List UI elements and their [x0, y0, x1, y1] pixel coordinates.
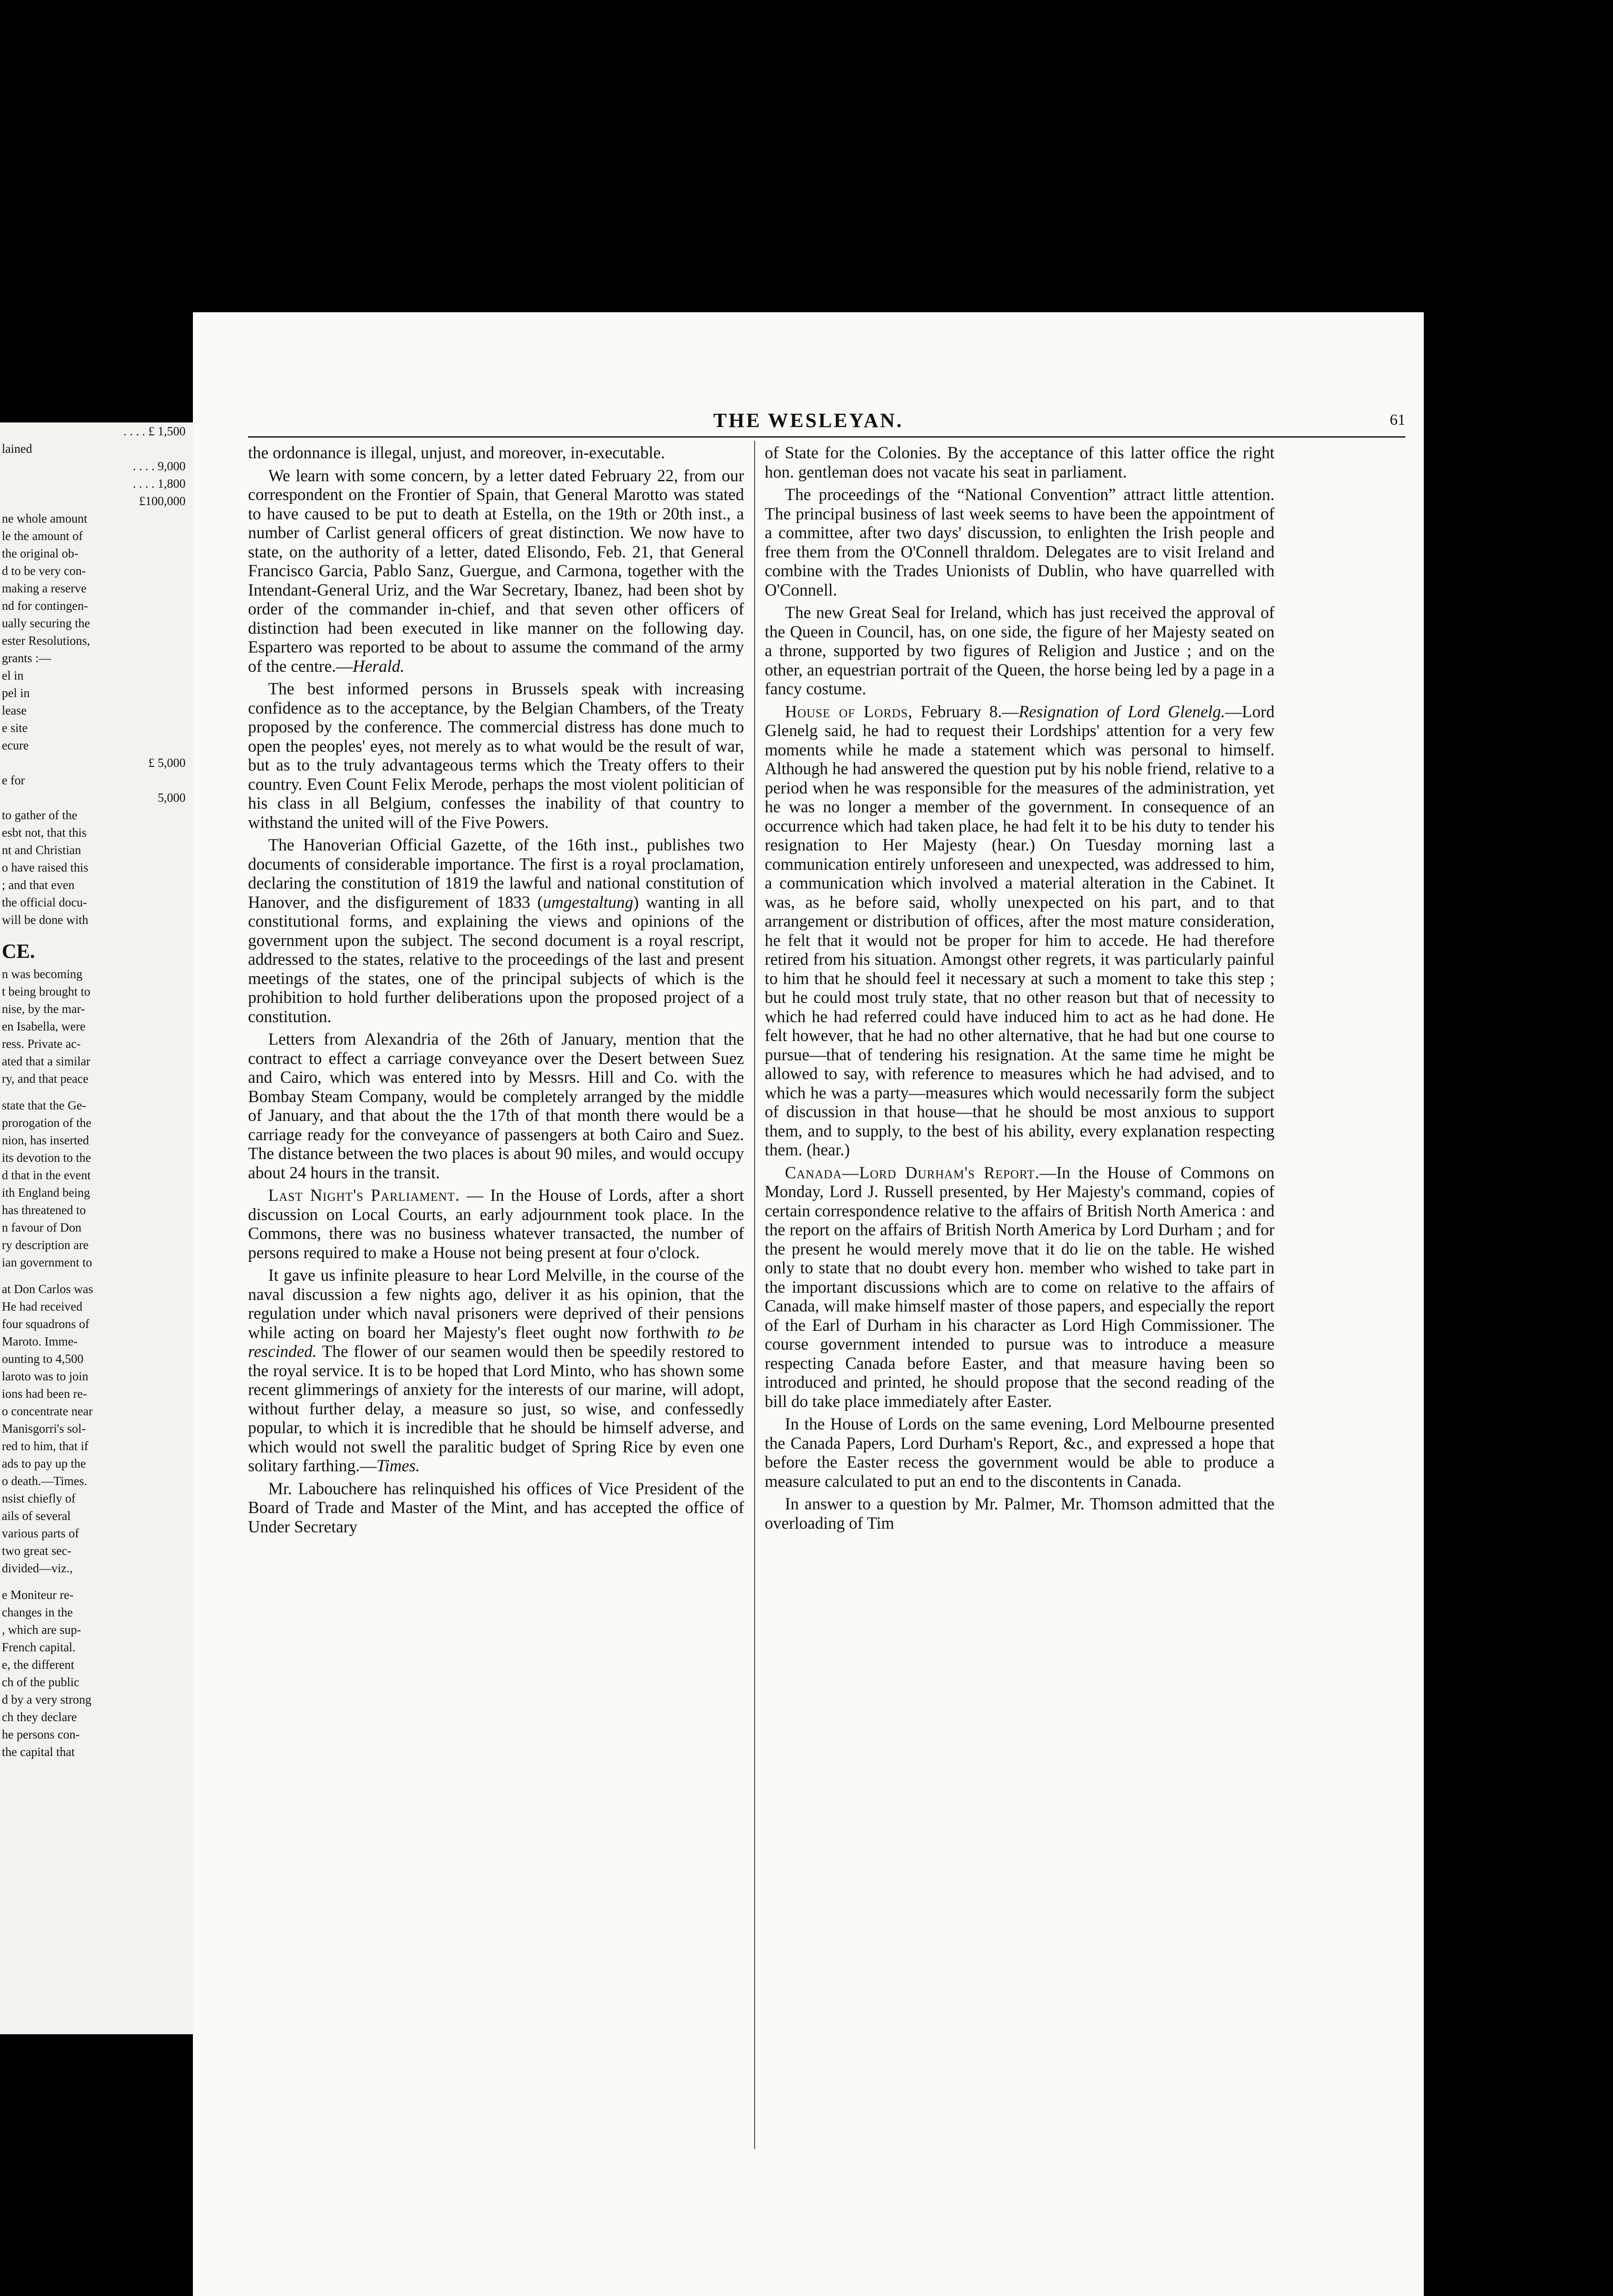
fragment-line: grants :— [2, 651, 51, 665]
fragment-line: . . . . 1,800 [133, 477, 186, 490]
fragment-line: ith England being [2, 1186, 90, 1199]
paragraph-glenelg [765, 702, 1275, 1159]
paragraph-labouchere: Mr. Labouchere has relinquished his offices of Vice President of the Board of Trade and Master of the Mint, and has accepted the office of Under Secretary [248, 1479, 744, 1536]
paragraph-text: —Lord Glenelg said, he had to request their Lordships' attention for a very few moments while he made a statement which was personal to himself. Although he had answered the question put by his noble friend, relative to a period when he was responsible for the measures of the administration, yet he was no longer a member of the government. In consequence of an occurrence which had taken place, he had felt it to be his duty to tender his resignation to Her Majesty (hear.) On Tuesday morning last a communication entirely unforeseen and unexpected, was addressed to him, a communication which involved a material alteration in the Cabinet. It was, as he before said, wholly unexpected on his part, and to that arrangement or distribution of offices, after the most mature consideration, he felt that it would not be proper for him to accede. He had therefore retired from his situation. Amongst other regrets, it was particularly painful to him that he should feel it necessary at such a moment to take this step ; but he could most truly state, that no other reason but that of necessity to which he had referred could have induced him to act as he had done. He felt however, that he had no other alternative, that he had but one course to pursue—that of tendering his resignation. At the same time he might be allowed to say, with reference to measures which he had advised, and to which he was a party—measures which would necessarily form the subject of discussion in that house—that he should be most anxious to support them, and to supply, to the best of his ability, every explanation respecting them. (hear.) [765, 702, 1275, 1159]
fragment-line: various parts of [2, 1526, 79, 1540]
fragment-line: French capital. [2, 1640, 76, 1654]
fragment-line: two great sec- [2, 1544, 72, 1558]
paragraph-great-seal: The new Great Seal for Ireland, which has just received the approval of the Queen in Council, has, on one side, the figure of her Majesty seated on a throne, supported by two figures of Religion and Justice ; and on the other, an equestrian portrait of the Queen, the horse being led by a page in a fancy costume. [765, 603, 1275, 698]
fragment-line: le the amount of [2, 529, 83, 543]
article-title: Resignation of Lord Glenelg. [1018, 702, 1225, 721]
paragraph-marotto [248, 466, 744, 676]
section-heading: House of Lords, [785, 702, 913, 721]
paragraph: of State for the Colonies. By the acceptance of this latter office the right hon. gentleman does not vacate his seat in parliament. [765, 443, 1275, 481]
fragment-line: the capital that [2, 1745, 75, 1759]
paragraph-palmer: In answer to a question by Mr. Palmer, Mr. Thomson admitted that the overloading of Tim [765, 1494, 1275, 1532]
fragment-line: . . . . £ 1,500 [124, 424, 186, 438]
dateline: February 8.— [913, 702, 1019, 721]
section-heading: Last Night's Parliament. [268, 1186, 460, 1204]
fragment-line: nsist chiefly of [2, 1491, 76, 1505]
fragment-line: making a reserve [2, 581, 87, 595]
fragment-line: e site [2, 721, 28, 735]
fragment-line: red to him, that if [2, 1439, 89, 1453]
paragraph-text: The Hanoverian Official Gazette, of the 16th inst., publishes two documents of considerable importance. The first is a royal proclamation, declaring the constitution of 1819 the lawful and national constitution of Hanover, and the disfigurement of 1833 ( [248, 835, 744, 912]
fragment-line: lained [2, 442, 32, 456]
fragment-line: four squadrons of [2, 1317, 90, 1331]
source-credit: Times. [376, 1456, 420, 1475]
fragment-line: ails of several [2, 1509, 71, 1523]
fragment-line: state that the Ge- [2, 1098, 86, 1112]
fragment-line: £ 5,000 [148, 756, 186, 770]
fragment-line: e, the different [2, 1658, 74, 1671]
fragment-line: t being brought to [2, 985, 90, 998]
fragment-line: o concentrate near [2, 1404, 93, 1418]
fragment-line: ually securing the [2, 616, 90, 630]
fragment-line: he persons con- [2, 1728, 80, 1741]
newspaper-page [193, 312, 1424, 2296]
fragment-line: , which are sup- [2, 1623, 81, 1637]
source-credit: Herald. [353, 656, 405, 675]
fragment-line: at Don Carlos was [2, 1282, 93, 1296]
paragraph-hanover [248, 835, 744, 1026]
header-rule [248, 436, 1405, 438]
fragment-line: ch they declare [2, 1710, 77, 1724]
fragment-line: e Moniteur re- [2, 1588, 73, 1602]
fragment-line: ; and that even [2, 878, 75, 892]
fragment-line: el in [2, 669, 24, 682]
italic-term: umgestaltung [543, 892, 633, 912]
section-heading: Canada—Lord Durham's Report. [785, 1163, 1040, 1182]
fragment-line: ester Resolutions, [2, 634, 90, 647]
fragment-line: d to be very con- [2, 564, 86, 578]
fragment-line: its devotion to the [2, 1151, 91, 1165]
fragment-line: divided—viz., [2, 1561, 73, 1575]
fragment-line: ry, and that peace [2, 1072, 89, 1086]
fragment-line: d by a very strong [2, 1693, 91, 1706]
fragment-line: will be done with [2, 913, 89, 927]
fragment-line: the official docu- [2, 895, 87, 909]
column-divider [754, 441, 755, 2149]
fragment-line: ecure [2, 738, 29, 752]
fragment-line: ress. Private ac- [2, 1037, 81, 1051]
fragment-line: nise, by the mar- [2, 1002, 85, 1016]
fragment-line: He had received [2, 1300, 83, 1313]
fragment-line: nion, has inserted [2, 1133, 89, 1147]
scan-border [1429, 0, 1613, 2296]
fragment-line: 5,000 [158, 791, 186, 805]
fragment-line: prorogation of the [2, 1116, 91, 1130]
fragment-line: ated that a similar [2, 1054, 90, 1068]
fragment-line: ch of the public [2, 1675, 79, 1689]
paragraph-text: The flower of our seamen would then be speedily restored to the royal service. It is to be hoped that Lord Minto, who has shown some recent glimmerings of anxiety for the interests of our marine, will adopt, without further delay, a measure so just, so wise, and confessedly popular, to which it is incredible that he should be himself adverse, and which would not swell the paralitic budget of Spring Rice by even one solitary farthing.— [248, 1342, 744, 1475]
fragment-line: has threatened to [2, 1203, 86, 1217]
fragment-line: lease [2, 703, 27, 717]
fragment-line: ian government to [2, 1255, 92, 1269]
fragment-line: o have raised this [2, 861, 89, 874]
paragraph-text: —In the House of Commons on Monday, Lord J. Russell presented, by Her Majesty's command, copies of certain correspondence relative to the affairs of British North America : and the report on the affairs of British North America by Lord Durham ; and for the present he would merely move that it do lie on the table. He wished only to state that no doubt every hon. member who wished to take part in the important discussions which are to come on relative to the affairs of Canada, will make himself master of those papers, and especially the report of the Earl of Durham in his character as Lord High Commissioner. The course government intended to pursue was to introduce a measure respecting Canada before Easter, and that measure having been so introduced and printed, he should propose that the second reading of the bill do take place immediately after Easter. [765, 1163, 1275, 1411]
fragment-line: esbt not, that this [2, 826, 87, 839]
fragment-line: pel in [2, 686, 30, 700]
fragment-line: o death.—Times. [2, 1474, 87, 1488]
running-head: THE WESLEYAN. [713, 409, 903, 432]
paragraph-convention: The proceedings of the “National Convention” attract little attention. The principal business of last week seems to have been the appointment of a committee, after two days' discussion, to enlighten the Irish people and free them from the O'Connell thraldom. Delegates are to visit Ireland and combine with the Trades Unionists of Dublin, who have quarrelled with O'Connell. [765, 485, 1275, 599]
fragment-line: n was becoming [2, 967, 83, 981]
paragraph-durham [765, 1163, 1275, 1411]
paragraph-melbourne: In the House of Lords on the same evening, Lord Melbourne presented the Canada Papers, Lord Durham's Report, &c., and expressed a hope that before the Easter recess the government would be able to produce a measure calculated to put an end to the discontents in Canada. [765, 1414, 1275, 1491]
fragment-line: en Isabella, were [2, 1019, 86, 1033]
fragment-line: nt and Christian [2, 843, 81, 857]
paragraph-brussels: The best informed persons in Brussels speak with increasing confidence as to the acceptance, by the Belgian Chambers, of the Treaty proposed by the conference. The commercial distress has done much to open the peoples' eyes, not merely as to what would be the result of war, but as to the truly advantageous terms which the Treaty offers to their country. Even Count Felix Merode, perhaps the most violent politician of his class in all Belgium, confesses the inability of that country to withstand the united will of the Five Powers. [248, 679, 744, 832]
fragment-line: d that in the event [2, 1168, 91, 1182]
italic-phrase: to be rescinded. [248, 1322, 744, 1361]
fragment-line: £100,000 [139, 494, 186, 508]
paragraph-alexandria: Letters from Alexandria of the 26th of January, mention that the contract to effect a carriage conveyance over the Desert between Suez and Cairo, which was entered into by Messrs. Hill and Co. with the Bombay Steam Company, would be completely arranged by the middle of January, and that about the the 17th of that month there would be a carriage ready for the conveyance of passengers at both Cairo and Suez. The distance between the two places is about 90 miles, and would occupy about 24 hours in the transit. [248, 1030, 744, 1182]
paragraph-text: We learn with some concern, by a letter dated February 22, from our correspondent on the Frontier of Spain, that General Marotto was stated to have caused to be put to death at Estella, on the 19th or 20th inst., a number of Carlist general officers of great distinction. We now have to state, on the authority of a letter, dated Elisondo, Feb. 21, that General Francisco Garcia, Pablo Sanz, Guergue, and Carmona, together with the Intendant-General Uriz, and the War Secretary, Ibanez, had been shot by order of the commander in-chief, and that seven other officers of distinction had been executed in like manner on the following day. Espartero was reported to be about to assume the command of the army of the centre.— [248, 466, 744, 675]
fragment-line: ions had been re- [2, 1387, 87, 1401]
fragment-line: CE. [2, 940, 35, 962]
fragment-line: ads to pay up the [2, 1457, 86, 1470]
paragraph-text: ) wanting in all constitutional forms, and explaining the views and opinions of the government upon the subject. The second document is a royal rescript, addressed to the states, relative to the proceedings of the last and present meetings of the states, one of the principal subjects of which is the prohibition to hold further deliberations upon the proposed project of a constitution. [248, 892, 744, 1026]
fragment-line: nd for contingen- [2, 599, 88, 613]
page-number: 61 [1390, 411, 1405, 428]
fragment-line: e for [2, 773, 25, 787]
fragment-line: laroto was to join [2, 1369, 89, 1383]
fragment-line: ounting to 4,500 [2, 1352, 84, 1366]
left-column [248, 443, 744, 1540]
paragraph: the ordonnance is illegal, unjust, and moreover, in-executable. [248, 443, 665, 462]
fragment-line: to gather of the [2, 808, 78, 822]
fragment-line: ne whole amount [2, 512, 87, 525]
fragment-line: changes in the [2, 1605, 73, 1619]
fragment-line: the original ob- [2, 546, 79, 560]
paragraph-melville [248, 1266, 744, 1475]
page-header [193, 409, 1424, 445]
fragment-line: n favour of Don [2, 1221, 82, 1234]
fragment-line: . . . . 9,000 [133, 459, 186, 473]
adjacent-page-fragment [0, 422, 202, 2034]
fragment-line: ry description are [2, 1238, 89, 1252]
fragment-line: Manisgorri's sol- [2, 1422, 86, 1435]
paragraph-parliament [248, 1186, 744, 1262]
paragraph-text: — In the House of Lords, after a short discussion on Local Courts, an early adjournment took place. In the Commons, there was no business whatever transacted, the number of persons required to make a House not being present at four o'clock. [248, 1186, 744, 1262]
fragment-line: Maroto. Imme- [2, 1334, 78, 1348]
paragraph-text: It gave us infinite pleasure to hear Lord Melville, in the course of the naval discussion a few nights ago, deliver it as his opinion, that the regulation under which naval prisoners were deprived of their pensions while acting on board her Majesty's fleet ought now forthwith [248, 1266, 744, 1342]
right-column [765, 443, 1275, 1536]
